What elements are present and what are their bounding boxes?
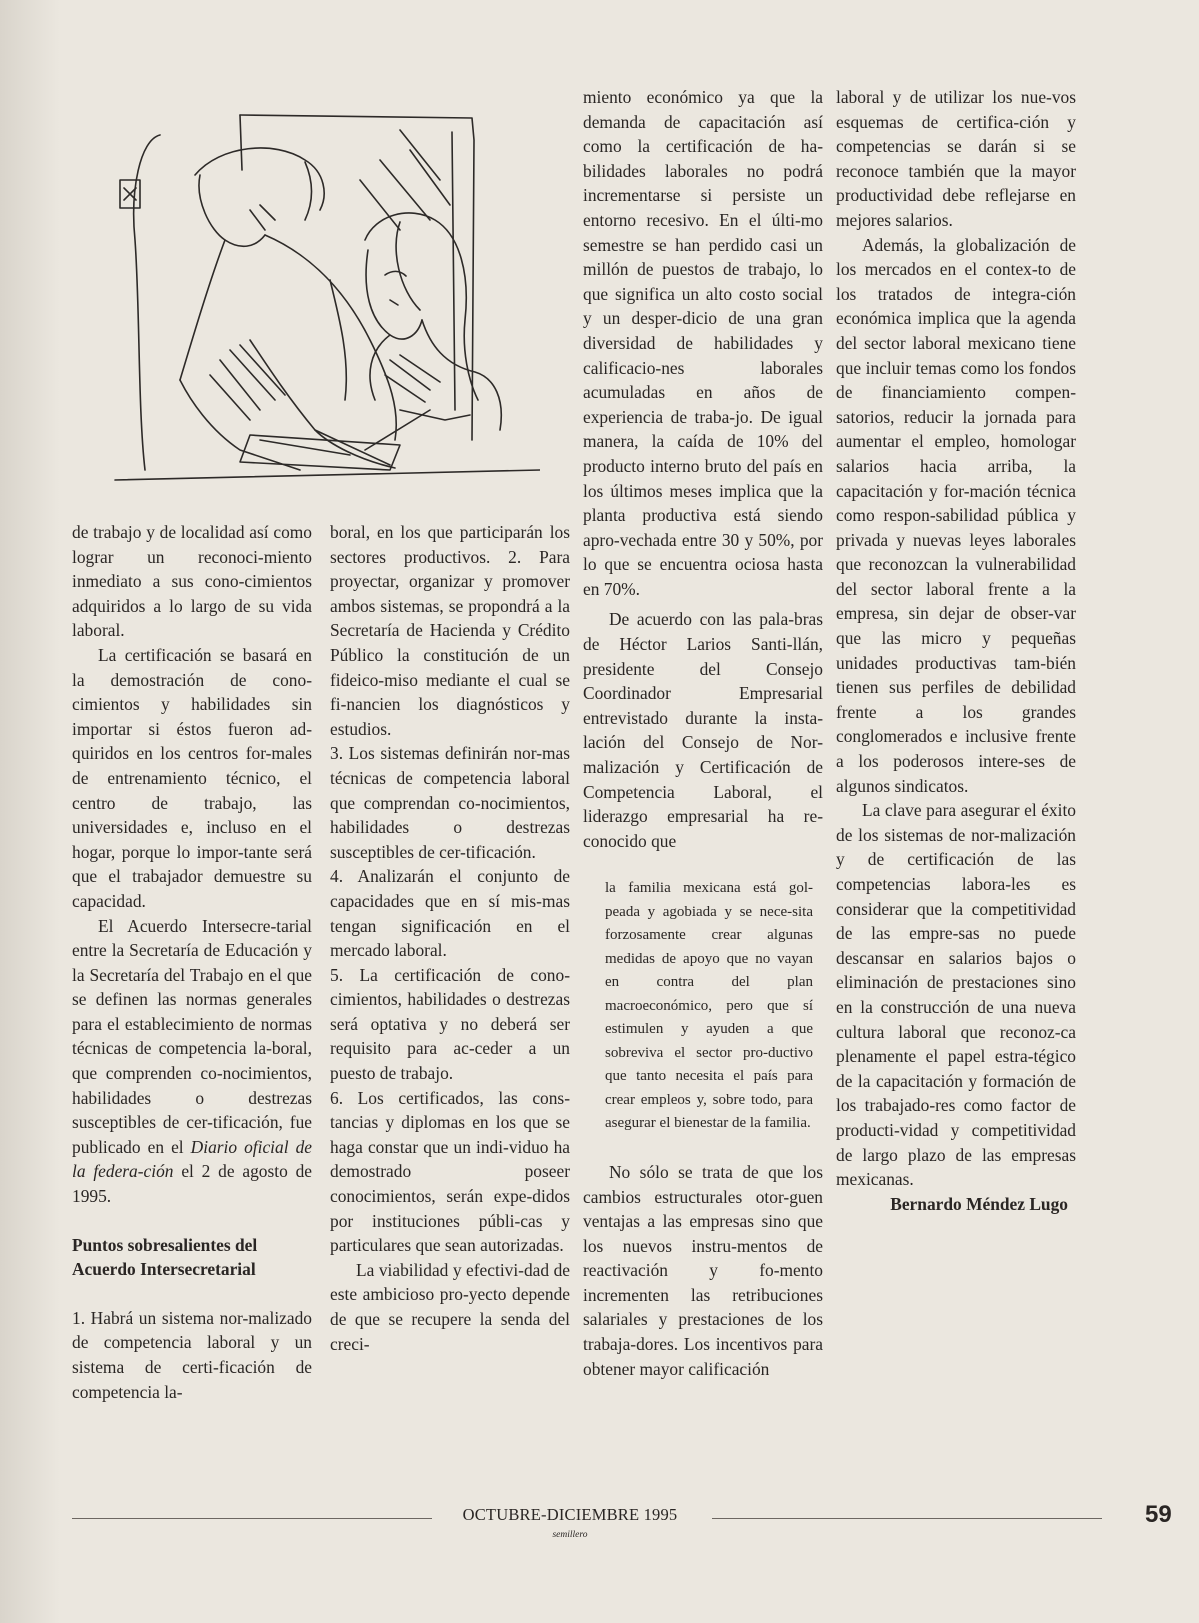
paragraph: boral, en los que participarán los sectores productivos. 2. Para proyectar, organizar y promover ambos sistemas, se propondrá a la Secretaría de Hacienda y Crédito Público la constitución de un fideico-miso mediante el cual se fi-nancien los diagnósticos y estudios. (330, 522, 570, 739)
article-column-2 (330, 520, 570, 1356)
author-signature: Bernardo Méndez Lugo (890, 1193, 1068, 1214)
paragraph (72, 914, 312, 1209)
sketch-illustration-icon (100, 110, 540, 505)
paragraph: No sólo se trata de que los cambios estructurales otor-guen ventajas a las empresas sino que los nuevos instru-mentos de reactivación y fo-mento incrementen las retribuciones salariales y prestaciones de los trabaja-dores. Los incentivos para obtener mayor calificación (583, 1161, 823, 1379)
paragraph: Además, la globalización de los mercados en el contex-to de los tratados de integra-ción económica implica que la agenda del sector laboral mexicano tiene que incluir temas como los fondos de financiamiento compen-satorios, reducir la jornada para aumentar el empleo, homologar salarios hacia arriba, la capacitación y for-mación técnica como respon-sabilidad pública y privada y nuevas leyes laborales que reconozcan la vulnerabilidad del sector laboral frente a la empresa, sin dejar de obser-var que las micro y pequeñas unidades productivas tam-bién tienen sus perfiles de debilidad frente a los grandes conglomerados e inclusive frente a los poderosos intere-ses de algunos sindicatos. (836, 234, 1076, 796)
footer-rule-left (72, 1518, 432, 1519)
page-number: 59 (1145, 1501, 1172, 1528)
paragraph-text: El Acuerdo Intersecre-tarial entre la Secretaría de Educación y la Secretaría del Trabajo en el que se definen las normas generales para el establecimiento de normas técnicas de competencia la-boral, que comprenden co-nocimientos, habilidades o destrezas susceptibles de cer-tificación, fue publicado en el (72, 915, 312, 1157)
page-gutter-shadow (0, 0, 60, 1623)
paragraph: De acuerdo con las pala-bras de Héctor Larios Santi-llán, presidente del Consejo Coordinador Empresarial entrevistado durante la insta-lación del Consejo de Nor-malización y Certificación de Competencia Laboral, el liderazgo empresarial ha re-conocido que (583, 609, 823, 851)
block-quote: la familia mexicana está gol-peada y agobiada y se nece-sita forzosamente crear algunas medidas de apoyo que no vayan en contra del plan macroeconómico, pero que sí estimulen y ayuden a que sobreviva el sector pro-ductivo que tanto necesita el país para crear empleos y, sobre todo, para asegurar el bienestar de la familia. (605, 880, 813, 1132)
article-column-3 (583, 85, 823, 1381)
issue-date: OCTUBRE-DICIEMBRE 1995 (462, 1505, 678, 1524)
paragraph: 3. Los sistemas definirán nor-mas técnicas de competencia laboral que comprendan co-nocimientos, habilidades o destrezas susceptibles de cer-tificación. (330, 743, 570, 862)
paragraph: 1. Habrá un sistema nor-malizado de competencia laboral y un sistema de certi-ficación de competencia la- (72, 1307, 312, 1402)
paragraph-text: el 2 de agosto de 1995. (72, 1161, 312, 1207)
publication-name: semillero (552, 1530, 588, 1540)
paragraph: de trabajo y de localidad así como lograr un reconoci-miento inmediato a sus cono-cimientos adquiridos a lo largo de su vida laboral. (72, 522, 312, 641)
paragraph: laboral y de utilizar los nue-vos esquemas de certifica-ción y competencias se darán si se reconoce también que la mayor productividad debe reflejarse en mejores salarios. (836, 87, 1076, 230)
publication-title: Diario oficial de la federa-ción (72, 1136, 312, 1182)
footer-rule-right (712, 1518, 1102, 1519)
paragraph: 6. Los certificados, las cons-tancias y diplomas en los que se haga constar que un indi-viduo ha demostrado poseer conocimientos, serán expe-didos por instituciones públi-cas y particulares que sean autorizadas. (330, 1087, 570, 1256)
paragraph: La viabilidad y efectivi-dad de este ambicioso pro-yecto depende de que se recupere la senda del creci- (330, 1259, 570, 1354)
article-column-4 (836, 85, 1076, 1216)
paragraph: 4. Analizarán el conjunto de capacidades que en sí mis-mas tengan significación en el mercado laboral. (330, 866, 570, 961)
article-column-1 (72, 520, 312, 1404)
paragraph: miento económico ya que la demanda de capacitación así como la certificación de ha-bilidades laborales no podrá incrementarse si persiste un entorno recesivo. En el últi-mo semestre se han perdido casi un millón de puestos de trabajo, lo que significa un alto costo social y un desper-dicio de una gran diversidad de habilidades y calificacio-nes laborales acumuladas en años de experiencia de traba-jo. De igual manera, la caída de 10% del producto interno bruto del país en los últimos meses implica que la planta productiva está siendo apro-vechada entre 30 y 50%, por lo que se encuentra ociosa hasta en 70%. (583, 87, 823, 599)
paragraph: La clave para asegurar el éxito de los sistemas de nor-malización y de certificación de las competencias labora-les es considerar que la competitividad de las empre-sas no puede descansar en salarios bajos o eliminación de prestaciones sino en la construcción de una nueva cultura laboral que reconoz-ca plenamente el papel estra-tégico de la capacitación y formación de los trabajado-res como factor de producti-vidad y competitividad de largo plazo de las empresas mexicanas. (836, 800, 1076, 1190)
paragraph: 5. La certificación de cono-cimientos, habilidades o destrezas será optativa y no deberá ser requisito para ac-ceder a un puesto de trabajo. (330, 964, 570, 1084)
paragraph: La certificación se basará en la demostración de cono-cimientos y habilidades sin importar si éstos fueron ad-quiridos en los centros for-males de entrenamiento técnico, el centro de trabajo, las universidades e, incluso en el hogar, porque lo impor-tante será que el trabajador demuestre su capacidad. (72, 644, 312, 911)
section-heading: Puntos sobresalientes del Acuerdo Intersecretarial (72, 1234, 258, 1280)
